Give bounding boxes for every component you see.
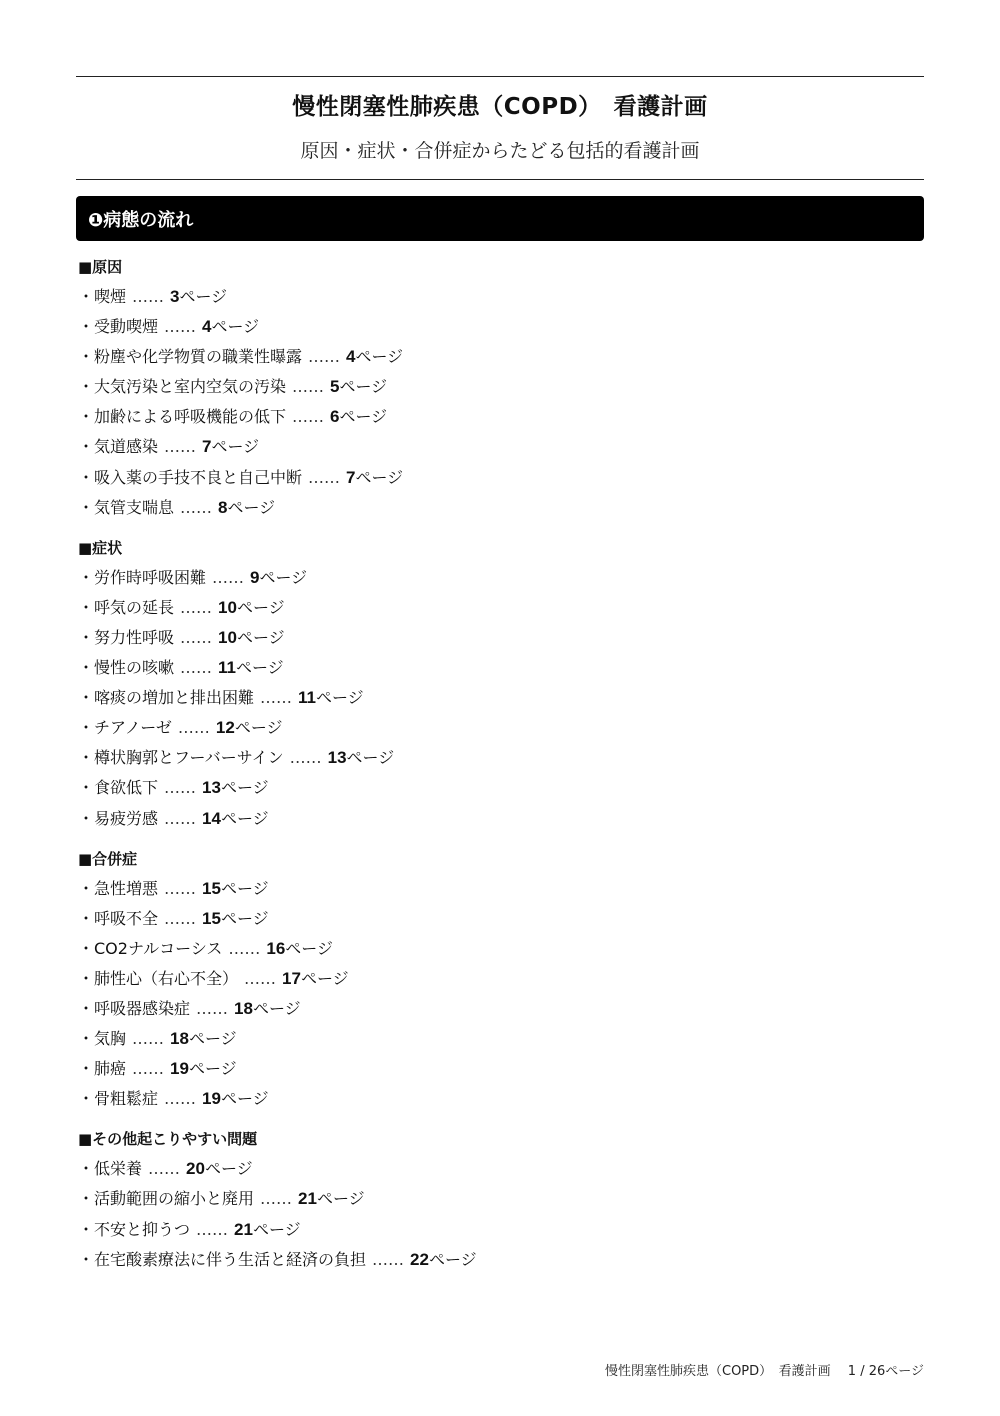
toc-item-page-number: 16 [266, 938, 286, 958]
page-suffix: ページ [428, 1249, 477, 1269]
toc-item-page-number: 10 [218, 597, 237, 617]
header-bottom-rule [76, 179, 924, 180]
page-title: 慢性閉塞性肺疾患（COPD） 看護計画 [292, 94, 708, 120]
page-suffix: ページ [355, 467, 404, 487]
page-suffix: ページ [211, 437, 260, 457]
toc-item-label: ・呼吸不全 [78, 908, 159, 928]
toc-item-label: ・低栄養 [78, 1159, 143, 1179]
toc-item[interactable] [78, 1084, 918, 1114]
toc-item-label: ・気道感染 [78, 437, 159, 457]
toc-item-label: ・喫煙 [78, 287, 127, 306]
toc-item[interactable] [78, 1054, 918, 1084]
toc-group-title: ■合併症 [78, 849, 138, 868]
toc-item-page-number: 8 [218, 497, 228, 517]
leader-dots: …… [196, 998, 229, 1018]
toc-item-page-number: 18 [234, 998, 253, 1018]
leader-dots: …… [308, 347, 341, 367]
page-suffix: ページ [252, 1219, 301, 1239]
toc-item-label: ・肺癌 [78, 1059, 127, 1079]
toc-item-label: ・粉塵や化学物質の職業性曝露 [78, 347, 303, 367]
page-suffix: ページ [355, 347, 404, 367]
toc-item-page-number: 20 [186, 1159, 205, 1179]
leader-dots: …… [292, 377, 325, 397]
page-suffix: ページ [236, 597, 285, 617]
toc-item-page-number: 21 [298, 1189, 317, 1209]
leader-dots: …… [196, 1219, 229, 1239]
toc-item[interactable] [78, 874, 918, 904]
toc-item[interactable] [78, 432, 918, 462]
toc-item[interactable] [78, 713, 918, 743]
toc-item-label: ・気胸 [78, 1029, 127, 1049]
toc-group-title: ■その他起こりやすい問題 [78, 1130, 258, 1149]
toc-item[interactable] [78, 1184, 918, 1214]
leader-dots: …… [164, 1089, 197, 1109]
leader-dots: …… [212, 567, 245, 587]
leader-dots: …… [164, 908, 197, 928]
leader-dots: …… [180, 627, 213, 647]
toc-item-page-number: 7 [346, 467, 356, 487]
toc-item-page-number: 5 [330, 377, 340, 397]
toc-item-label: ・呼気の延長 [78, 597, 175, 617]
toc-item-page-number: 11 [218, 658, 236, 678]
toc-item[interactable] [78, 773, 918, 803]
toc-item[interactable] [78, 1024, 918, 1054]
toc-item-label: ・慢性の咳嗽 [78, 658, 175, 678]
top-rule [76, 76, 924, 77]
toc-item-label: ・努力性呼吸 [78, 627, 175, 647]
toc-item-page-number: 10 [218, 627, 237, 647]
toc-item-label: ・肺性心（右心不全） [78, 968, 239, 988]
toc-item[interactable] [78, 342, 918, 372]
page-suffix: ページ [236, 627, 285, 647]
page-suffix: ページ [285, 938, 333, 958]
page-suffix: ページ [227, 497, 276, 517]
leader-dots: …… [180, 597, 213, 617]
toc-item-label: ・易疲労感 [78, 808, 159, 828]
toc-group [78, 844, 918, 1115]
page-suffix: ページ [252, 998, 301, 1018]
page-suffix: ページ [346, 748, 395, 768]
toc-item[interactable] [78, 493, 918, 523]
toc-item-page-number: 4 [346, 347, 356, 367]
toc-item-page-number: 12 [215, 718, 235, 738]
page-suffix: ページ [339, 407, 388, 427]
toc-item[interactable] [78, 934, 918, 964]
toc-item-label: ・労作時呼吸困難 [78, 567, 207, 587]
leader-dots: …… [164, 437, 197, 457]
toc-item-label: ・加齢による呼吸機能の低下 [78, 407, 287, 427]
toc-item-label: ・呼吸器感染症 [78, 998, 191, 1018]
leader-dots: …… [308, 467, 341, 487]
toc-item-page-number: 3 [170, 287, 180, 306]
toc-item-label: ・大気汚染と室内空気の汚染 [78, 377, 287, 397]
toc-item[interactable] [78, 964, 918, 994]
page-suffix: ページ [211, 317, 260, 337]
toc-item-label: ・不安と抑うつ [78, 1219, 191, 1239]
page-footer: 慢性閉塞性肺疾患（COPD） 看護計画 1 / 26ページ [605, 1364, 924, 1379]
toc-item[interactable] [78, 1154, 918, 1184]
page-suffix: ページ [220, 878, 269, 898]
leader-dots: …… [244, 968, 277, 988]
leader-dots: …… [164, 878, 197, 898]
leader-dots: …… [180, 497, 213, 517]
toc-item[interactable] [78, 563, 918, 593]
toc-item[interactable] [78, 402, 918, 432]
toc-item-label: ・気管支喘息 [78, 497, 175, 517]
page-suffix: ページ [220, 778, 269, 798]
page-suffix: ページ [316, 688, 364, 708]
toc-item-label: ・活動範囲の縮小と廃用 [78, 1189, 255, 1209]
page-suffix: ページ [220, 1089, 269, 1109]
toc-item-label: ・樽状胸郭とフーバーサイン [78, 748, 284, 768]
leader-dots: …… [180, 658, 213, 678]
toc-item-label: ・食欲低下 [78, 778, 159, 798]
toc-item-page-number: 15 [202, 908, 221, 928]
page-suffix: ページ [188, 1059, 237, 1079]
toc-content [78, 252, 918, 1275]
page-suffix: ページ [300, 968, 349, 988]
leader-dots: …… [292, 407, 325, 427]
leader-dots: …… [289, 748, 322, 768]
toc-item-label: ・急性増悪 [78, 878, 159, 898]
page-suffix: ページ [204, 1159, 253, 1179]
leader-dots: …… [164, 778, 197, 798]
toc-item[interactable] [78, 623, 918, 653]
toc-group [78, 533, 918, 834]
toc-group-title: ■症状 [78, 538, 123, 557]
leader-dots: …… [260, 1189, 293, 1209]
toc-item[interactable] [78, 1215, 918, 1245]
page-suffix: ページ [220, 808, 269, 828]
toc-item-page-number: 14 [202, 808, 221, 828]
toc-item[interactable] [78, 904, 918, 934]
toc-item-page-number: 11 [298, 688, 316, 708]
leader-dots: …… [164, 317, 197, 337]
toc-item-page-number: 18 [170, 1029, 189, 1049]
toc-item-page-number: 13 [327, 748, 347, 768]
section-heading-bar [76, 196, 924, 241]
leader-dots: …… [228, 938, 261, 958]
toc-item-label: ・喀痰の増加と排出困難 [78, 688, 255, 708]
page-suffix: ページ [236, 658, 284, 678]
leader-dots: …… [132, 1029, 165, 1049]
page-subtitle: 原因・症状・合併症からたどる包括的看護計画 [300, 140, 700, 162]
page-suffix: ページ [234, 718, 283, 738]
toc-item-page-number: 21 [234, 1219, 253, 1239]
toc-item-page-number: 13 [202, 778, 221, 798]
toc-item-page-number: 17 [282, 968, 301, 988]
leader-dots: …… [177, 718, 210, 738]
toc-item[interactable] [78, 593, 918, 623]
toc-item-page-number: 4 [202, 317, 212, 337]
toc-item[interactable] [78, 1245, 918, 1275]
page-suffix: ページ [316, 1189, 365, 1209]
toc-item-page-number: 9 [250, 567, 260, 587]
toc-item-label: ・CO2ナルコーシス [78, 938, 223, 958]
page-suffix: ページ [339, 377, 388, 397]
toc-item-page-number: 19 [202, 1089, 221, 1109]
leader-dots: …… [260, 688, 293, 708]
toc-item-label: ・在宅酸素療法に伴う生活と経済の負担 [78, 1249, 367, 1269]
toc-item-label: ・吸入薬の手技不良と自己中断 [78, 467, 303, 487]
toc-item[interactable] [78, 683, 918, 713]
toc-item-page-number: 22 [410, 1249, 429, 1269]
page-suffix: ページ [220, 908, 269, 928]
toc-item[interactable] [78, 372, 918, 402]
toc-item-page-number: 19 [170, 1059, 189, 1079]
toc-item-label: ・骨粗鬆症 [78, 1089, 159, 1109]
page-suffix: ページ [259, 567, 308, 587]
toc-item[interactable] [78, 282, 918, 312]
toc-item[interactable] [78, 312, 918, 342]
toc-item[interactable] [78, 463, 918, 493]
leader-dots: …… [132, 287, 165, 306]
toc-item-label: ・チアノーゼ [78, 718, 172, 738]
toc-item[interactable] [78, 743, 918, 773]
toc-item-page-number: 15 [202, 878, 221, 898]
leader-dots: …… [372, 1249, 405, 1269]
toc-item[interactable] [78, 994, 918, 1024]
toc-item[interactable] [78, 804, 918, 834]
toc-group [78, 252, 918, 523]
leader-dots: …… [164, 808, 197, 828]
page-suffix: ページ [179, 287, 228, 306]
toc-item-label: ・受動喫煙 [78, 317, 159, 337]
section-heading: ❶病態の流れ [88, 209, 194, 231]
toc-item[interactable] [78, 653, 918, 683]
page-suffix: ページ [188, 1029, 237, 1049]
toc-group [78, 1124, 918, 1274]
leader-dots: …… [148, 1159, 181, 1179]
toc-group-title: ■原因 [78, 258, 123, 276]
leader-dots: …… [132, 1059, 165, 1079]
toc-item-page-number: 6 [330, 407, 340, 427]
toc-item-page-number: 7 [202, 437, 212, 457]
